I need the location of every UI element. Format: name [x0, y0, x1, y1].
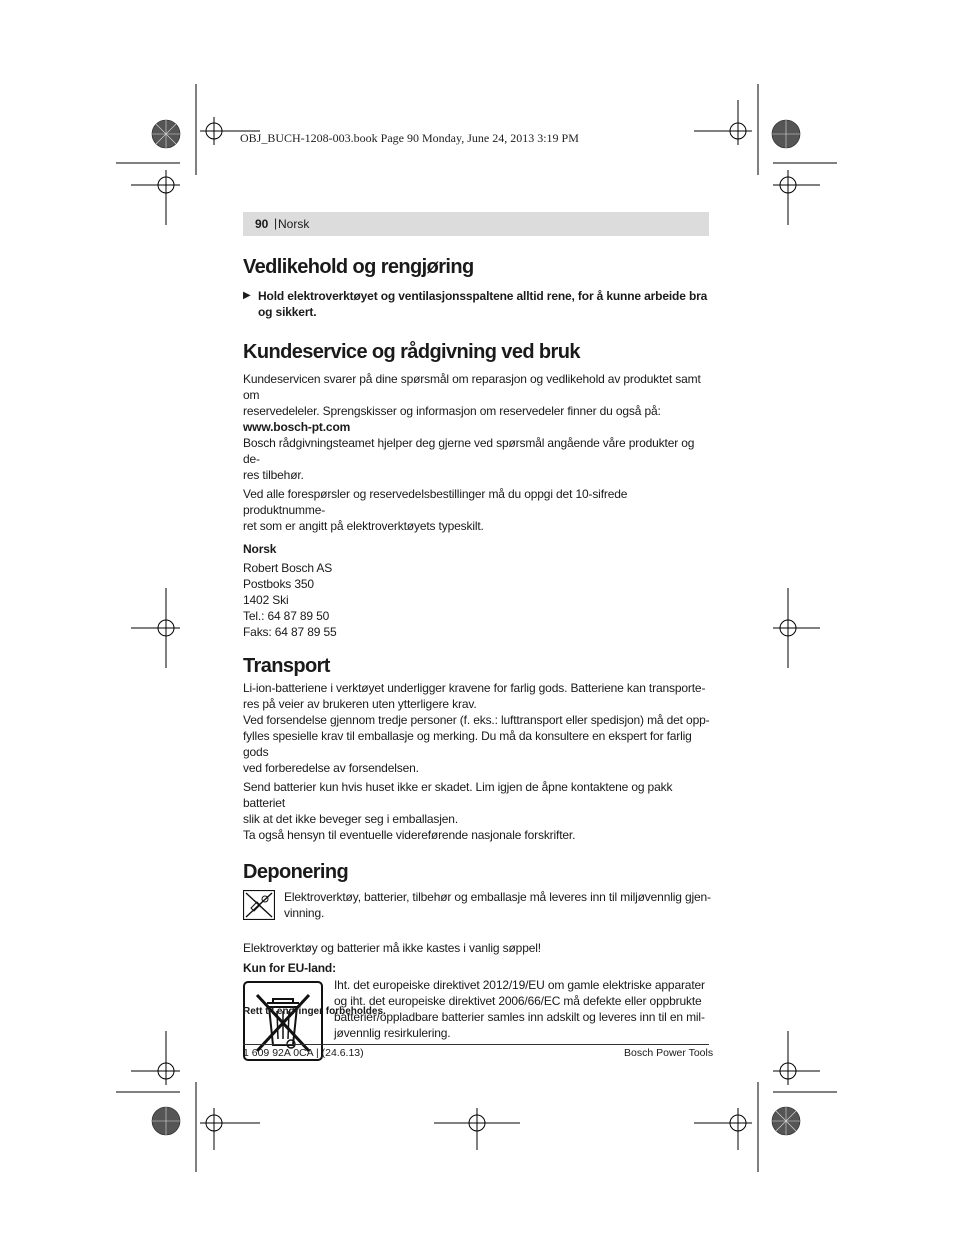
header-language: Norsk: [278, 217, 310, 231]
address-line: Postboks 350: [243, 577, 314, 591]
recycling-tools-icon: [243, 890, 275, 920]
transport-text-b: [243, 779, 711, 843]
bullet-triangle-icon: ▶: [243, 290, 251, 301]
main-content: [243, 255, 714, 1061]
service-order-info: [243, 486, 711, 534]
address-line: Faks: 64 87 89 55: [243, 625, 337, 639]
recycling-text-line: vinning.: [284, 906, 325, 920]
recycling-row: [243, 889, 711, 921]
transport-text-line: Ved forsendelse gjennom tredje personer (f. eks.: lufttransport eller spedisjon) må det opp-: [243, 713, 710, 727]
transport-text-line: Send batterier kun hvis huset ikke er skadet. Lim igjen de åpne kontaktene og pakk batteriet: [243, 780, 673, 810]
service-text-line: Kundeservicen svarer på dine spørsmål om reparasjon og vedlikehold av produktet samt om: [243, 372, 701, 402]
service-text-line: ret som er angitt på elektroverktøyets typeskilt.: [243, 519, 484, 533]
transport-text-line: fylles spesielle krav til emballasje og merking. Du må da konsultere en ekspert for farlig gods: [243, 729, 692, 759]
changes-reserved-note: Rett til endringer forbeholdes.: [243, 1006, 386, 1017]
eu-only-label: Kun for EU-land:: [243, 961, 336, 975]
transport-text-line: Li-ion-batteriene i verktøyet underligger kravene for farlig gods. Batteriene kan transporte-: [243, 681, 706, 695]
service-text-line: Ved alle forespørsler og reservedelsbestillinger må du oppgi det 10-sifrede produktnumme-: [243, 487, 628, 517]
address-line: Robert Bosch AS: [243, 561, 333, 575]
bullet-text-line: og sikkert.: [258, 305, 317, 319]
transport-text-line: ved forberedelse av forsendelsen.: [243, 761, 419, 775]
transport-heading: Transport: [243, 655, 330, 677]
footer-doc-number: 1 609 92A 0CA | (24.6.13): [243, 1047, 364, 1059]
no-household-waste-text: Elektroverktøy og batterier må ikke kastes i vanlig søppel!: [243, 941, 541, 955]
eu-text-line: batterier/oppladbare batterier samles inn adskilt og leveres inn til en mil-: [334, 1010, 705, 1024]
transport-text-line: res på veier av brukeren uten ytterligere krav.: [243, 697, 477, 711]
header-separator: |: [274, 216, 278, 230]
recycling-text-line: Elektroverktøy, batterier, tilbehør og emballasje må leveres inn til miljøvennlig gjen-: [284, 890, 711, 904]
address-line: Tel.: 64 87 89 50: [243, 609, 330, 623]
bullet-text-line: Hold elektroverktøyet og ventilasjonsspaltene alltid rene, for å kunne arbeide bra: [258, 289, 708, 303]
service-url-link[interactable]: www.bosch-pt.com: [243, 420, 351, 434]
service-intro: [243, 371, 711, 483]
page-header-bar: [243, 212, 709, 236]
service-heading: Kundeservice og rådgivning ved bruk: [243, 341, 580, 363]
service-address: [243, 560, 711, 640]
service-text-line: reservedeleler. Sprengskisser og informasjon om reservedeler finner du også på:: [243, 404, 661, 418]
transport-text-line: slik at det ikke beveger seg i emballasjen.: [243, 812, 458, 826]
service-text-line: res tilbehør.: [243, 468, 304, 482]
eu-text-line: Iht. det europeiske direktivet 2012/19/EU om gamle elektriske apparater: [334, 978, 705, 992]
address-line: 1402 Ski: [243, 593, 289, 607]
maintenance-heading: Vedlikehold og rengjøring: [243, 256, 474, 278]
disposal-heading: Deponering: [243, 861, 349, 883]
footer-brand: Bosch Power Tools: [624, 1047, 714, 1059]
footer-divider: [243, 1044, 709, 1045]
transport-text-a: [243, 680, 711, 776]
eu-text-line: jøvennlig resirkulering.: [334, 1026, 451, 1040]
eu-text-line: og iht. det europeiske direktivet 2006/66/EC må defekte eller oppbrukte: [334, 994, 702, 1008]
service-text-line: Bosch rådgivningsteamet hjelper deg gjerne ved spørsmål angående våre produkter og de-: [243, 436, 695, 466]
print-slug: OBJ_BUCH-1208-003.book Page 90 Monday, June 24, 2013 3:19 PM: [240, 131, 579, 145]
transport-text-line: Ta også hensyn til eventuelle videreførende nasjonale forskrifter.: [243, 828, 576, 842]
service-country: Norsk: [243, 542, 277, 556]
maintenance-bullet: [243, 288, 711, 320]
page-number: 90: [255, 217, 269, 231]
